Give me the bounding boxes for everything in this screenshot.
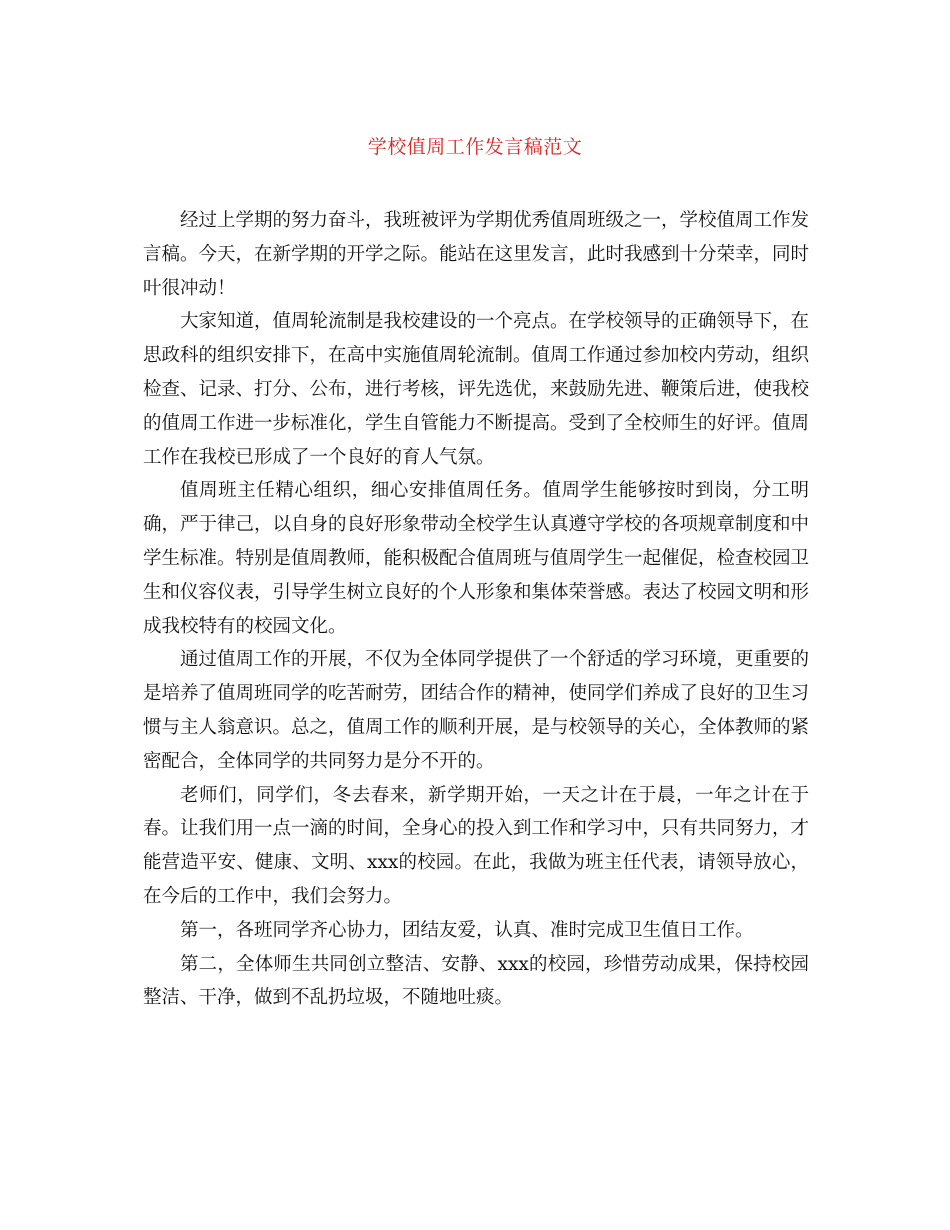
- document-title: 学校值周工作发言稿范文: [367, 136, 583, 158]
- paragraph: 老师们，同学们，冬去春来，新学期开始，一天之计在于晨，一年之计在于春。让我们用一点一滴的时间，全身心的投入到工作和学习中，只有共同努力，才能营造平安、健康、文明、xxx的校园。在此，我做为班主任代表，请领导放心，在今后的工作中，我们会努力。: [143, 784, 810, 907]
- paragraph: 经过上学期的努力奋斗，我班被评为学期优秀值周班级之一，学校值周工作发言稿。今天，在新学期的开学之际。能站在这里发言，此时我感到十分荣幸，同时叶很冲动！: [143, 210, 810, 299]
- document-body: [143, 204, 809, 1015]
- paragraph: 大家知道，值周轮流制是我校建设的一个亮点。在学校领导的正确领导下，在思政科的组织安排下，在高中实施值周轮流制。值周工作通过参加校内劳动，组织检查、记录、打分、公布，进行考核，评先选优，来鼓励先进、鞭策后进，使我校的值周工作进一步标准化，学生自管能力不断提高。受到了全校师生的好评。值周工作在我校已形成了一个良好的育人气氛。: [143, 311, 810, 468]
- paragraph: 第一，各班同学齐心协力，团结友爱，认真、准时完成卫生值日工作。: [180, 919, 754, 941]
- paragraph: 通过值周工作的开展，不仅为全体同学提供了一个舒适的学习环境，更重要的是培养了值周班同学的吃苦耐劳，团结合作的精神，使同学们养成了良好的卫生习惯与主人翁意识。总之，值周工作的顺利开展，是与校领导的关心，全体教师的紧密配合，全体同学的共同努力是分不开的。: [143, 649, 810, 772]
- paragraph: 值周班主任精心组织，细心安排值周任务。值周学生能够按时到岗，分工明确，严于律己，以自身的良好形象带动全校学生认真遵守学校的各项规章制度和中学生标准。特别是值周教师，能积极配合值周班与值周学生一起催促，检查校园卫生和仪容仪表，引导学生树立良好的个人形象和集体荣誉感。表达了校园文明和形成我校特有的校园文化。: [143, 480, 810, 637]
- paragraph: 第二，全体师生共同创立整洁、安静、xxx的校园，珍惜劳动成果，保持校园整洁、干净，做到不乱扔垃圾，不随地吐痰。: [143, 953, 809, 1009]
